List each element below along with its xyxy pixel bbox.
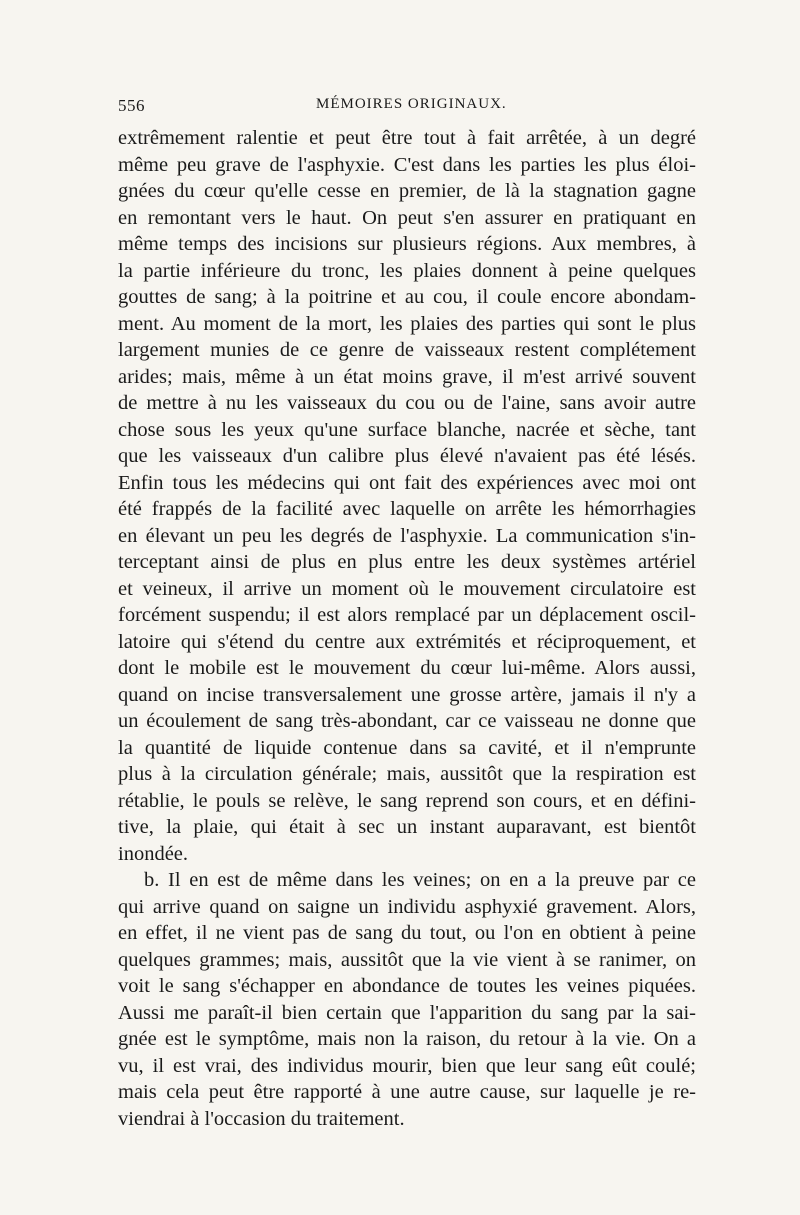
running-title: MÉMOIRES ORIGINAUX. xyxy=(316,96,507,112)
text-line: de mettre à nu les vaisseaux du cou ou de l'aine, sans avoir autre xyxy=(118,392,696,414)
text-line: la partie inférieure du tronc, les plaies donnent à peine quelques xyxy=(118,259,696,282)
text-line: extrêmement ralentie et peut être tout à fait arrêtée, à un degré xyxy=(118,127,696,149)
text-line: que les vaisseaux d'un calibre plus élevé n'avaient pas été lésés. xyxy=(118,445,696,467)
text-line: et veineux, il arrive un moment où le mouvement circulatoire est xyxy=(118,577,696,600)
text-line: en élevant un peu les degrés de l'asphyxie. La communication s'in- xyxy=(118,524,696,547)
text-line: latoire qui s'étend du centre aux extrémités et réciproquement, et xyxy=(118,630,696,653)
text-line: arides; mais, même à un état moins grave, il m'est arrivé souvent xyxy=(118,365,696,388)
text-line: en effet, il ne vient pas de sang du tout, ou l'on en obtient à peine xyxy=(118,922,696,944)
text-line: même temps des incisions sur plusieurs régions. Aux membres, à xyxy=(118,233,696,255)
body-text xyxy=(118,125,696,1132)
text-line: mais cela peut être rapporté à une autre cause, sur laquelle je re- xyxy=(118,1081,696,1103)
text-line: rétablie, le pouls se relève, le sang reprend son cours, et en défini- xyxy=(118,789,696,812)
text-line: tive, la plaie, qui était à sec un instant auparavant, est bientôt xyxy=(118,816,696,838)
text-line: inondée. xyxy=(118,842,189,865)
text-line: ment. Au moment de la mort, les plaies des parties qui sont le plus xyxy=(118,312,696,335)
text-line: dont le mobile est le mouvement du cœur lui-même. Alors aussi, xyxy=(118,657,696,679)
text-line: quelques grammes; mais, aussitôt que la vie vient à se ranimer, on xyxy=(118,948,696,971)
text-line: vu, il est vrai, des individus mourir, bien que leur sang eût coulé; xyxy=(118,1054,696,1077)
text-line: gnée est le symptôme, mais non la raison, du retour à la vie. On a xyxy=(118,1028,696,1050)
text-line: viendrai à l'occasion du traitement. xyxy=(118,1107,405,1130)
text-line: la quantité de liquide contenue dans sa cavité, et il n'emprunte xyxy=(118,736,696,759)
text-line: forcément suspendu; il est alors remplacé par un déplacement oscil- xyxy=(118,604,696,626)
text-line: chose sous les yeux qu'une surface blanche, nacrée et sèche, tant xyxy=(118,418,696,441)
text-line: été frappés de la facilité avec laquelle on arrête les hémorrhagies xyxy=(118,498,696,520)
text-line: qui arrive quand on saigne un individu asphyxié gravement. Alors, xyxy=(118,895,696,918)
text-line: plus à la circulation générale; mais, aussitôt que la respiration est xyxy=(118,763,696,785)
text-line: Aussi me paraît-il bien certain que l'apparition du sang par la sai- xyxy=(118,1001,696,1024)
text-line: Enfin tous les médecins qui ont fait des expériences avec moi ont xyxy=(118,471,696,494)
text-line: terceptant ainsi de plus en plus entre les deux systèmes artériel xyxy=(118,551,696,573)
text-line: voit le sang s'échapper en abondance de toutes les veines piquées. xyxy=(118,975,696,997)
text-line: en remontant vers le haut. On peut s'en assurer en pratiquant en xyxy=(118,206,696,229)
text-line: largement munies de ce genre de vaisseaux restent complétement xyxy=(118,339,696,361)
text-line: gouttes de sang; à la poitrine et au cou, il coule encore abondam- xyxy=(118,286,696,308)
text-line: quand on incise transversalement une grosse artère, jamais il n'y a xyxy=(118,683,696,706)
page-number: 556 xyxy=(118,96,145,115)
running-head xyxy=(118,96,700,120)
text-line: b. Il en est de même dans les veines; on en a la preuve par ce xyxy=(144,869,696,891)
text-line: gnées du cœur qu'elle cesse en premier, de là la stagnation gagne xyxy=(118,180,696,202)
text-line: même peu grave de l'asphyxie. C'est dans les parties les plus éloi- xyxy=(118,153,696,176)
text-line: un écoulement de sang très-abondant, car ce vaisseau ne donne que xyxy=(118,710,696,732)
